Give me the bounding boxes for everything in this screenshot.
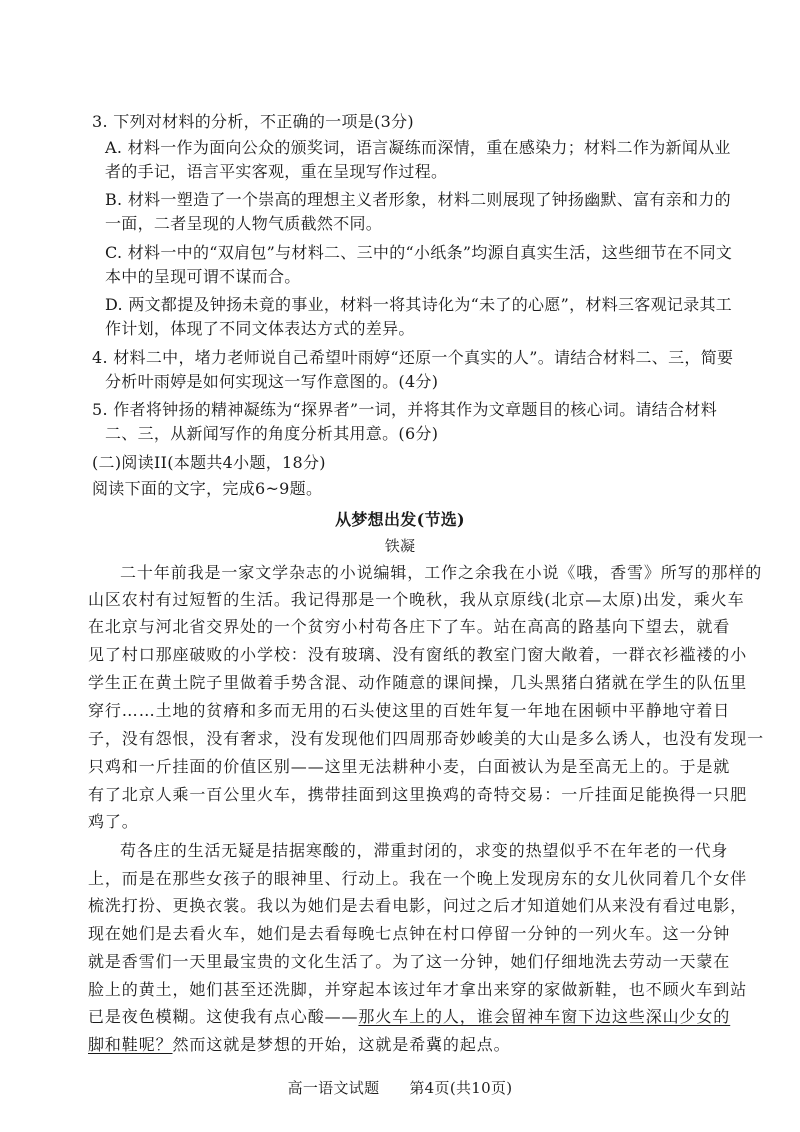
question-3-stem: 3. 下列对材料的分析，不正确的一项是(3分) <box>92 112 414 131</box>
paragraph-1-line: 见了村口那座破败的小学校：没有玻璃、没有窗纸的教室门窗大敞着，一群衣衫褴褛的小 <box>88 645 748 664</box>
article-title: 从梦想出发(节选) <box>335 510 465 529</box>
question-4-line1: 4. 材料二中，堵力老师说自己希望叶雨婷“还原一个真实的人”。请结合材料二、三，简要 <box>92 348 734 367</box>
option-b-line1: B. 材料一塑造了一个崇高的理想主义者形象，材料二则展现了钟扬幽默、富有亲和力的 <box>105 190 731 209</box>
paragraph-1-line: 在北京与河北省交界处的一个贫穷小村苟各庄下了车。站在高高的路基向下望去，就看 <box>88 617 731 636</box>
paragraph-1-line: 子，没有怨恨，没有奢求，没有发现他们四周那奇妙峻美的大山是多么诱人，也没有发现一 <box>88 729 765 748</box>
footer-subject: 高一语文试题 <box>287 1079 380 1097</box>
paragraph-2-text: 已是夜色模糊。这使我有点心酸—— <box>88 1007 359 1026</box>
option-c-line2: 本中的呈现可谓不谋而合。 <box>105 267 301 286</box>
question-5-line2: 二、三，从新闻写作的角度分析其用意。(6分) <box>105 424 439 443</box>
paragraph-2-line: 苟各庄的生活无疑是拮据寒酸的，滞重封闭的，求变的热望似乎不在年老的一代身 <box>120 841 729 860</box>
paragraph-2-line: 脸上的黄土，她们甚至还洗脚，并穿起本该过年才拿出来穿的家做新鞋，也不顾火车到站 <box>88 980 748 999</box>
section-instruction: 阅读下面的文字，完成6~9题。 <box>92 479 323 498</box>
paragraph-1-line: 只鸡和一斤挂面的价值区别——这里无法耕种小麦，白面被认为是至高无上的。于是就 <box>88 757 731 776</box>
paragraph-2-line: 现在她们是去看火车，她们是去看每晚七点钟在村口停留一分钟的一列火车。这一分钟 <box>88 924 731 943</box>
paragraph-2-line: 上，而是在那些女孩子的眼神里、行动上。我在一个晚上发现房东的女儿伙同着几个女伴 <box>88 869 748 888</box>
option-c-line1: C. 材料一中的“双肩包”与材料二、三中的“小纸条”均源自真实生活，这些细节在不同文 <box>105 243 733 262</box>
option-d-line1: D. 两文都提及钟扬未竟的事业，材料一将其诗化为“未了的心愿”，材料三客观记录其工 <box>105 295 733 314</box>
paragraph-1-line: 有了北京人乘一百公里火车，携带挂面到这里换鸡的奇特交易：一斤挂面足能换得一只肥 <box>88 785 748 804</box>
article-author: 铁凝 <box>384 537 416 555</box>
paragraph-2-line: 就是香雪们一天里最宝贵的文化生活了。为了这一分钟，她们仔细地洗去劳动一天蒙在 <box>88 952 731 971</box>
paragraph-2-line <box>88 1007 730 1027</box>
option-d-line2: 作计划，体现了不同文体表达方式的差异。 <box>105 319 415 338</box>
page-footer <box>0 1078 800 1098</box>
option-a-line1: A. 材料一作为面向公众的颁奖词，语言凝练而深情，重在感染力；材料二作为新闻从业 <box>105 138 731 157</box>
paragraph-1-line: 山区农村有过短暂的生活。我记得那是一个晚秋，我从京原线(北京—太原)出发，乘火车 <box>88 590 745 609</box>
paragraph-1-line: 穿行……土地的贫瘠和多而无用的石头使这里的百姓年复一年地在困顿中平静地守着日 <box>88 701 731 720</box>
paragraph-2-text: 然而这就是梦想的开始，这就是希冀的起点。 <box>172 1035 511 1054</box>
option-a-line2: 者的手记，语言平实客观，重在呈现写作过程。 <box>105 162 448 181</box>
footer-page-number: 第4页(共10页) <box>409 1079 513 1097</box>
paragraph-1-line: 学生正在黄土院子里做着手势含混、动作随意的课间操，几头黑猪白猪就在学生的队伍里 <box>88 673 748 692</box>
paragraph-1-line: 鸡了。 <box>88 812 139 831</box>
paragraph-1-line: 二十年前我是一家文学杂志的小说编辑，工作之余我在小说《哦，香雪》所写的那样的 <box>120 563 763 582</box>
underlined-sentence-part1: 那火车上的人，谁会留神车窗下边这些深山少女的 <box>358 1007 731 1026</box>
question-4-line2: 分析叶雨婷是如何实现这一写作意图的。(4分) <box>105 372 439 391</box>
option-b-line2: 一面，二者呈现的人物气质截然不同。 <box>105 214 383 233</box>
underlined-sentence-part2: 脚和鞋呢？ <box>88 1035 173 1054</box>
question-5-line1: 5. 作者将钟扬的精神凝练为“探界者”一词，并将其作为文章题目的核心词。请结合材料 <box>92 400 718 419</box>
paragraph-2-line: 梳洗打扮、更换衣裳。我以为她们是去看电影，问过之后才知道她们从来没有看过电影， <box>88 896 748 915</box>
paragraph-2-line <box>88 1035 511 1055</box>
section-heading: (二)阅读II(本题共4小题，18分) <box>92 453 326 472</box>
